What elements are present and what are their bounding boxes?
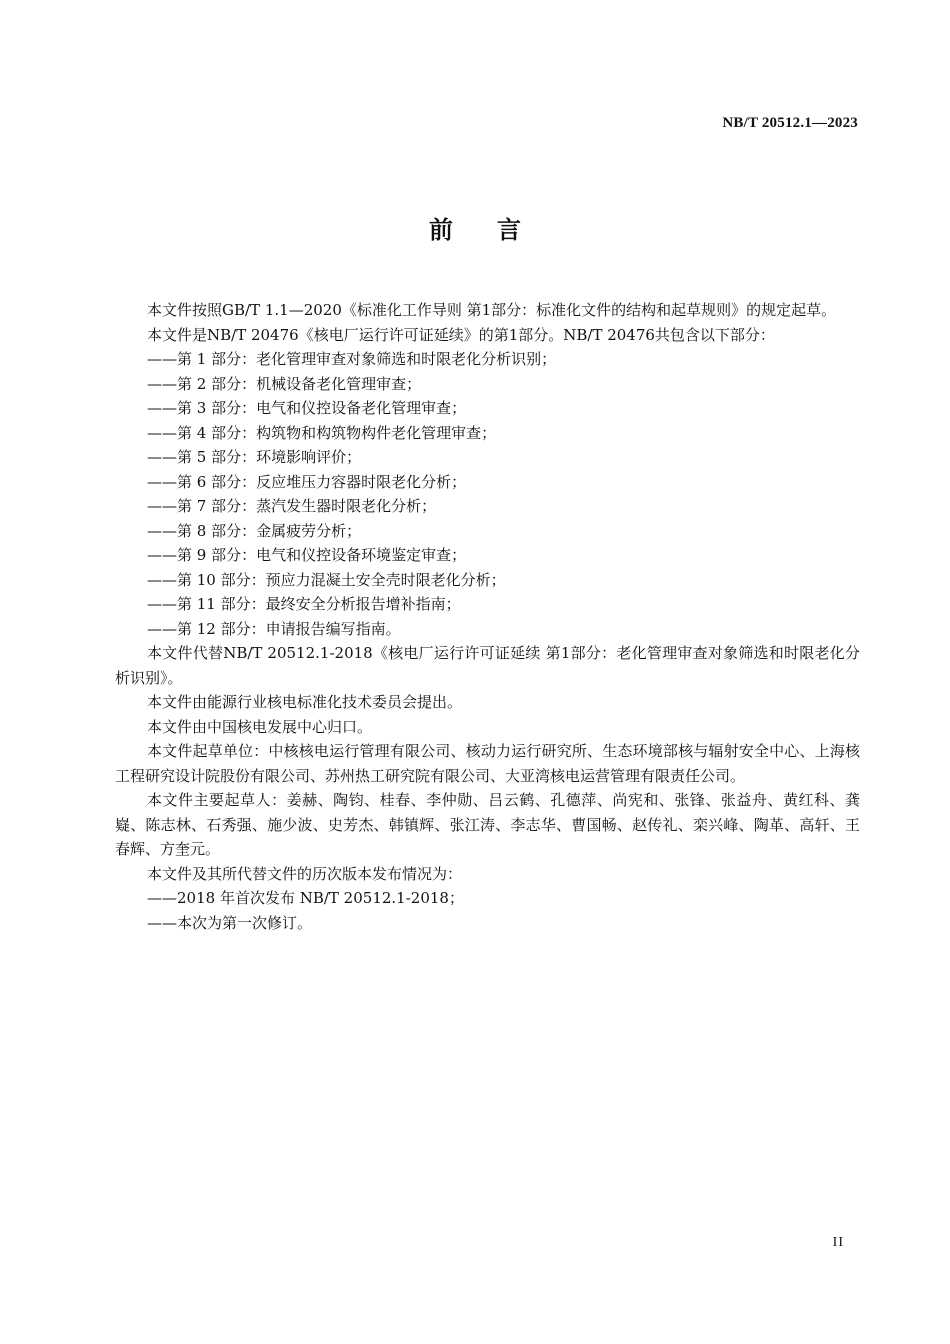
list-item-part-11: ——第 11 部分：最终安全分析报告增补指南； (147, 595, 461, 613)
list-item-part-3: ——第 3 部分：电气和仪控设备老化管理审查； (147, 399, 467, 417)
foreword-body (115, 298, 860, 935)
list-item-version-2018: ——2018 年首次发布 NB/T 20512.1-2018； (147, 889, 464, 907)
list-item-part-6: ——第 6 部分：反应堆压力容器时限老化分析； (147, 472, 467, 491)
list-item-part-12: ——第 12 部分：申请报告编写指南。 (147, 619, 401, 638)
paragraph-drafters: 本文件主要起草人：姜赫、陶钧、桂春、李仲勋、吕云鹤、孔德萍、尚宪和、张锋、张益舟、黄红科、龚嶷、陈志林、石秀强、施少波、史芳杰、韩镇辉、张江涛、李志华、曹国畅、赵传礼、栾兴峰、陶革、高轩、王春辉、方奎元。 (115, 791, 860, 858)
page-number: II (832, 1235, 844, 1250)
page-title: 前言 (429, 215, 565, 244)
list-item-part-10: ——第 10 部分：预应力混凝土安全壳时限老化分析； (147, 570, 506, 589)
list-item-version-current: ——本次为第一次修订。 (147, 913, 313, 932)
list-item-part-9: ——第 9 部分：电气和仪控设备环境鉴定审查； (147, 546, 467, 564)
paragraph-series-intro: 本文件是NB/T 20476《核电厂运行许可证延续》的第1部分。NB/T 20476共包含以下部分： (147, 325, 775, 344)
list-item-part-7: ——第 7 部分：蒸汽发生器时限老化分析； (147, 497, 437, 515)
list-item-part-2: ——第 2 部分：机械设备老化管理审查； (147, 374, 422, 393)
list-item-part-8: ——第 8 部分：金属疲劳分析； (147, 521, 362, 540)
list-item-part-4: ——第 4 部分：构筑物和构筑物构件老化管理审查； (147, 423, 497, 442)
list-item-part-5: ——第 5 部分：环境影响评价； (147, 448, 362, 466)
paragraph-version-history: 本文件及其所代替文件的历次版本发布情况为： (147, 864, 463, 883)
document-code: NB/T 20512.1—2023 (722, 115, 858, 131)
paragraph-proposed-by: 本文件由能源行业核电标准化技术委员会提出。 (147, 693, 463, 711)
paragraph-drafting-units: 本文件起草单位：中核核电运行管理有限公司、核动力运行研究所、生态环境部核与辐射安全中心、上海核工程研究设计院股份有限公司、苏州热工研究院有限公司、大亚湾核电运营管理有限责任公司。 (115, 742, 860, 785)
list-item-part-1: ——第 1 部分：老化管理审查对象筛选和时限老化分析识别； (147, 350, 557, 368)
paragraph-replaces: 本文件代替NB/T 20512.1-2018《核电厂运行许可证延续 第1部分：老化管理审查对象筛选和时限老化分析识别》。 (115, 644, 860, 687)
paragraph-drafting-rules: 本文件按照GB/T 1.1—2020《标准化工作导则 第1部分：标准化文件的结构和起草规则》的规定起草。 (147, 301, 837, 319)
paragraph-managed-by: 本文件由中国核电发展中心归口。 (147, 717, 373, 736)
